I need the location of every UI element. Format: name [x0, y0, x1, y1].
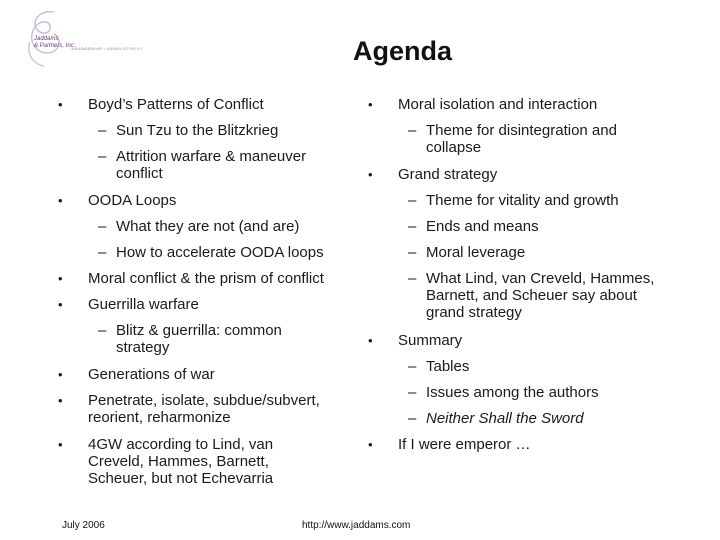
sub-item-text: Blitz & guerrilla: common strategy: [116, 322, 282, 356]
item-text: Moral isolation and interaction: [398, 96, 598, 113]
logo-wordmark: Jaddams & Partners, Inc.: [34, 36, 76, 49]
dash: –: [408, 192, 417, 209]
bullet: •: [368, 333, 373, 348]
sub-item-text: How to accelerate OODA loops: [116, 244, 324, 261]
sub-item-text: Theme for vitality and growth: [426, 192, 619, 209]
sub-item-text: Attrition warfare & maneuver conflict: [116, 148, 307, 182]
item-text: Moral conflict & the prism of conflict: [88, 270, 324, 287]
sub-item-text: What they are not (and are): [116, 218, 300, 235]
company-logo: [10, 6, 144, 70]
sub-item-text: Theme for disintegration and collapse: [426, 122, 617, 156]
item-text: If I were emperor …: [398, 436, 531, 453]
item-text: 4GW according to Lind, van Creveld, Hammes, Barnett, Scheuer, but not Echevarria: [88, 436, 274, 487]
dash: –: [98, 218, 107, 235]
bullet: •: [58, 367, 63, 382]
dash: –: [98, 244, 107, 261]
footer-date: July 2006: [62, 520, 105, 531]
item-text: Guerrilla warfare: [88, 296, 199, 313]
dash: –: [98, 122, 107, 139]
bullet: •: [58, 193, 63, 208]
item-text: Boyd’s Patterns of Conflict: [88, 96, 264, 113]
sub-item-text: What Lind, van Creveld, Hammes, Barnett, and Scheuer say about grand strategy: [426, 270, 655, 321]
bullet: •: [368, 97, 373, 112]
dash: –: [408, 270, 417, 287]
item-text: OODA Loops: [88, 192, 177, 209]
item-text: Generations of war: [88, 366, 215, 383]
bullet: •: [368, 167, 373, 182]
item-text: Summary: [398, 332, 463, 349]
sub-item-text: Ends and means: [426, 218, 539, 235]
sub-item-text: Issues among the authors: [426, 384, 599, 401]
logo-tagline: LEADERSHIP · DEVELOPMENT: [72, 46, 144, 51]
dash: –: [98, 148, 107, 165]
bullet: •: [58, 393, 63, 408]
bullet: •: [58, 437, 63, 452]
sub-item-text: Moral leverage: [426, 244, 526, 261]
sub-item-text: Tables: [426, 358, 470, 375]
dash: –: [408, 218, 417, 235]
item-text: Grand strategy: [398, 166, 498, 183]
dash: –: [408, 244, 417, 261]
bullet: •: [58, 97, 63, 112]
bullet: •: [58, 271, 63, 286]
bullet: •: [58, 297, 63, 312]
slide-title: Agenda: [353, 36, 453, 66]
dash: –: [98, 322, 107, 339]
bullet: •: [368, 437, 373, 452]
dash: –: [408, 384, 417, 401]
dash: –: [408, 358, 417, 375]
dash: –: [408, 122, 417, 139]
footer-url[interactable]: http://www.jaddams.com: [302, 520, 411, 531]
sub-item-text: Neither Shall the Sword: [426, 410, 584, 427]
sub-item-text: Sun Tzu to the Blitzkrieg: [116, 122, 279, 139]
item-text: Penetrate, isolate, subdue/subvert, reorient, reharmonize: [88, 392, 320, 426]
dash: –: [408, 410, 417, 427]
